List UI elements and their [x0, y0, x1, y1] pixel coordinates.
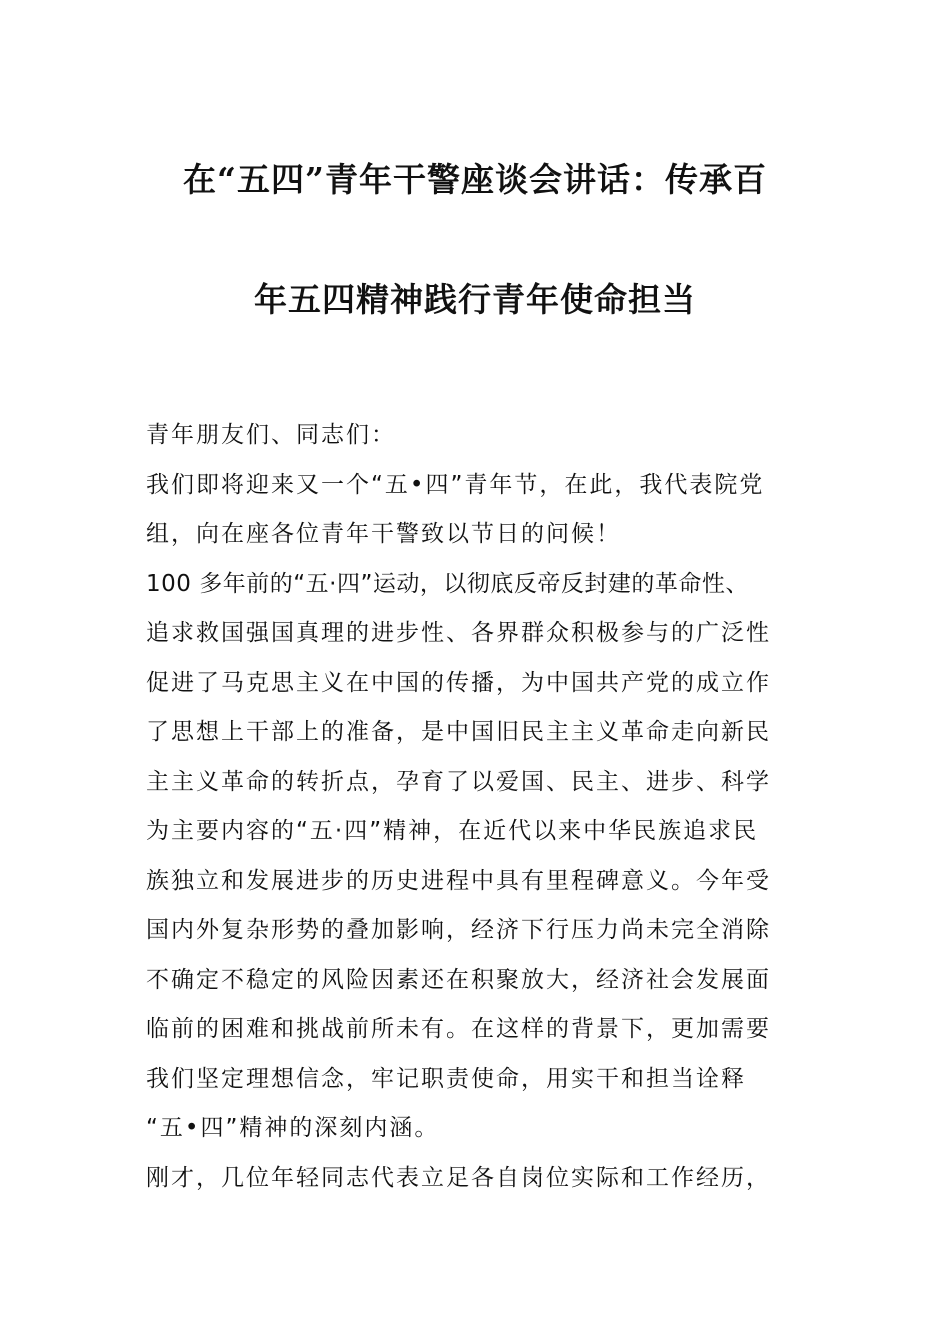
body-line: 主主义革命的转折点，孕育了以爱国、民主、进步、科学	[146, 768, 771, 795]
salutation-line: 青年朋友们、同志们：	[146, 422, 396, 448]
body-line: 追求救国强国真理的进步性、各界群众积极参与的广泛性	[146, 620, 771, 646]
document-title-line-1: 在“五四”青年干警座谈会讲话：传承百	[183, 160, 767, 199]
document-title-line-2: 年五四精神践行青年使命担当	[254, 280, 696, 319]
body-line: 促进了马克思主义在中国的传播，为中国共产党的成立作	[146, 669, 771, 696]
body-line: “五•四”精神的深刻内涵。	[146, 1115, 440, 1141]
body-line: 临前的困难和挑战前所未有。在这样的背景下，更加需要	[146, 1016, 771, 1042]
body-line: 我们即将迎来又一个“五•四”青年节，在此，我代表院党	[146, 471, 765, 498]
body-line: 我们坚定理想信念，牢记职责使命，用实干和担当诠释	[146, 1065, 746, 1092]
body-line: 100 多年前的“五·四”运动，以彻底反帝反封建的革命性、	[146, 570, 749, 597]
body-line: 族独立和发展进步的历史进程中具有里程碑意义。今年受	[146, 867, 771, 894]
body-line: 刚才，几位年轻同志代表立足各自岗位实际和工作经历，	[146, 1164, 771, 1191]
body-line: 不确定不稳定的风险因素还在积聚放大，经济社会发展面	[146, 966, 771, 993]
body-line: 了思想上干部上的准备，是中国旧民主主义革命走向新民	[146, 719, 771, 745]
body-line: 国内外复杂形势的叠加影响，经济下行压力尚未完全消除	[146, 917, 771, 943]
body-line: 组，向在座各位青年干警致以节日的问候！	[146, 521, 621, 547]
document-body	[146, 411, 826, 1203]
body-line: 为主要内容的“五·四”精神，在近代以来中华民族追求民	[146, 818, 759, 844]
